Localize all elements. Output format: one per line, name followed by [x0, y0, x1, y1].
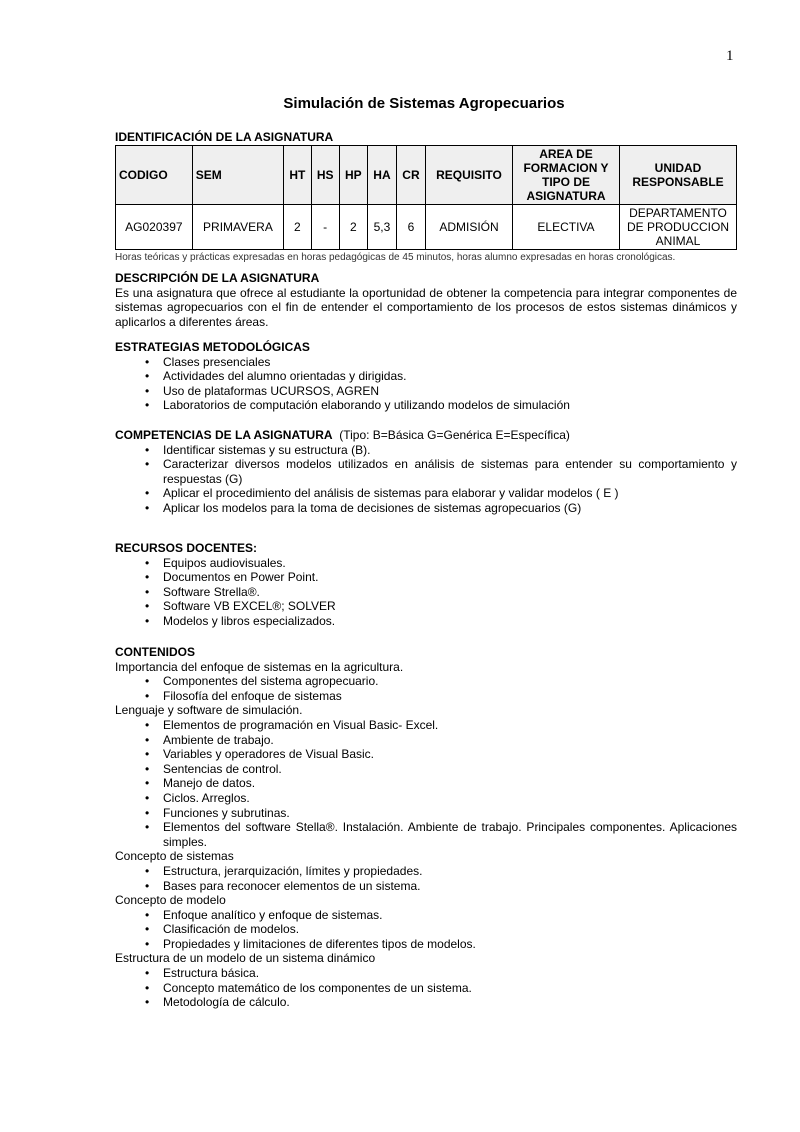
descripcion-text: Es una asignatura que ofrece al estudiante la oportunidad de obtener la competencia para integrar componentes de sistemas agropecuarios con el fin de entender el comportamiento de los procesos de estos sistemas dinámicos y aplicarlos a diferentes áreas. — [115, 285, 737, 329]
table-header-cell: UNIDAD RESPONSABLE — [620, 145, 737, 204]
recursos-list — [115, 556, 737, 629]
list-item: • Variables y operadores de Visual Basic. — [115, 747, 737, 762]
table-cell: - — [311, 204, 339, 249]
list-item: • Clases presenciales — [115, 355, 737, 370]
contenido-topic-title: Importancia del enfoque de sistemas en la agricultura. — [115, 659, 404, 674]
estrategias-heading: ESTRATEGIAS METODOLÓGICAS — [115, 340, 310, 354]
recursos-heading: RECURSOS DOCENTES: — [115, 541, 258, 555]
contenidos-section — [115, 645, 737, 1010]
contenido-topic-list — [115, 674, 737, 703]
table-header-cell: CODIGO — [116, 145, 193, 204]
table-cell: DEPARTAMENTO DE PRODUCCION ANIMAL — [620, 204, 737, 249]
list-item: • Elementos de programación en Visual Basic- Excel. — [115, 718, 737, 733]
list-item: • Manejo de datos. — [115, 776, 737, 791]
table-cell: 5,3 — [367, 204, 396, 249]
hours-note: Horas teóricas y prácticas expresadas en horas pedagógicas de 45 minutos, horas alumno expresadas en horas cronológicas. — [115, 251, 676, 263]
list-item: • Uso de plataformas UCURSOS, AGREN — [115, 384, 737, 399]
list-item: • Equipos audiovisuales. — [115, 556, 737, 571]
table-header-cell: HA — [367, 145, 396, 204]
contenido-topic-list — [115, 864, 737, 893]
table-cell: 2 — [339, 204, 367, 249]
table-cell: 2 — [284, 204, 311, 249]
table-header-cell: HT — [284, 145, 311, 204]
contenido-topic-title: Concepto de modelo — [115, 893, 226, 908]
list-item: • Bases para reconocer elementos de un sistema. — [115, 879, 737, 894]
list-item: • Concepto matemático de los componentes de un sistema. — [115, 981, 737, 996]
list-item: • Aplicar los modelos para la toma de decisiones de sistemas agropecuarios (G) — [115, 501, 737, 516]
identificacion-section — [115, 130, 737, 265]
table-cell: ELECTIVA — [513, 204, 620, 249]
list-item: • Software VB EXCEL®; SOLVER — [115, 599, 737, 614]
descripcion-heading: DESCRIPCIÓN DE LA ASIGNATURA — [115, 271, 320, 285]
contenidos-heading: CONTENIDOS — [115, 645, 196, 659]
estrategias-section — [115, 340, 737, 413]
contenido-topic-list — [115, 966, 737, 1010]
page-number: 1 — [726, 48, 734, 64]
table-cell: PRIMAVERA — [192, 204, 283, 249]
list-item: • Propiedades y limitaciones de diferentes tipos de modelos. — [115, 937, 737, 952]
table-header-cell: SEM — [192, 145, 283, 204]
table-header-cell: HS — [311, 145, 339, 204]
list-item: • Elementos del software Stella®. Instalación. Ambiente de trabajo. Principales componentes. Aplicaciones simples. — [115, 820, 737, 849]
contenido-topic-title: Concepto de sistemas — [115, 849, 234, 864]
list-item: • Enfoque analítico y enfoque de sistemas. — [115, 908, 737, 923]
contenido-topic-title: Lenguaje y software de simulación. — [115, 703, 303, 718]
competencias-list — [115, 443, 737, 516]
table-header-cell: CR — [396, 145, 425, 204]
list-item: • Componentes del sistema agropecuario. — [115, 674, 737, 689]
competencias-heading: COMPETENCIAS DE LA ASIGNATURA — [115, 428, 333, 442]
recursos-section — [115, 541, 737, 629]
contenido-topic-list — [115, 718, 737, 849]
list-item: • Funciones y subrutinas. — [115, 806, 737, 821]
list-item: • Sentencias de control. — [115, 762, 737, 777]
list-item: • Modelos y libros especializados. — [115, 614, 737, 629]
list-item: • Clasificación de modelos. — [115, 922, 737, 937]
table-header-cell: AREA DE FORMACION Y TIPO DE ASIGNATURA — [513, 145, 620, 204]
list-item: • Estructura, jerarquización, límites y propiedades. — [115, 864, 737, 879]
list-item: • Software Strella®. — [115, 585, 737, 600]
contenido-topic-list — [115, 908, 737, 952]
document-title: Simulación de Sistemas Agropecuarios — [283, 95, 565, 112]
table-cell: ADMISIÓN — [426, 204, 513, 249]
list-item: • Ciclos. Arreglos. — [115, 791, 737, 806]
list-item: • Caracterizar diversos modelos utilizados en análisis de sistemas para entender su comportamiento y respuestas (G) — [115, 457, 737, 486]
list-item: • Estructura básica. — [115, 966, 737, 981]
competencias-section — [115, 428, 737, 516]
list-item: • Actividades del alumno orientadas y dirigidas. — [115, 369, 737, 384]
list-item: • Ambiente de trabajo. — [115, 733, 737, 748]
table-cell: 6 — [396, 204, 425, 249]
table-cell: AG020397 — [116, 204, 193, 249]
table-header-cell: HP — [339, 145, 367, 204]
competencias-subheading: (Tipo: B=Básica G=Genérica E=Específica) — [339, 428, 570, 442]
descripcion-section — [115, 271, 737, 329]
course-table — [115, 145, 737, 250]
contenido-topic-title: Estructura de un modelo de un sistema dinámico — [115, 951, 376, 966]
table-header-cell: REQUISITO — [426, 145, 513, 204]
list-item: • Identificar sistemas y su estructura (B). — [115, 443, 737, 458]
estrategias-list — [115, 355, 737, 413]
identificacion-heading: IDENTIFICACIÓN DE LA ASIGNATURA — [115, 130, 334, 144]
list-item: • Metodología de cálculo. — [115, 995, 737, 1010]
list-item: • Laboratorios de computación elaborando y utilizando modelos de simulación — [115, 398, 737, 413]
list-item: • Filosofía del enfoque de sistemas — [115, 689, 737, 704]
list-item: • Aplicar el procedimiento del análisis de sistemas para elaborar y validar modelos ( E ) — [115, 486, 737, 501]
list-item: • Documentos en Power Point. — [115, 570, 737, 585]
